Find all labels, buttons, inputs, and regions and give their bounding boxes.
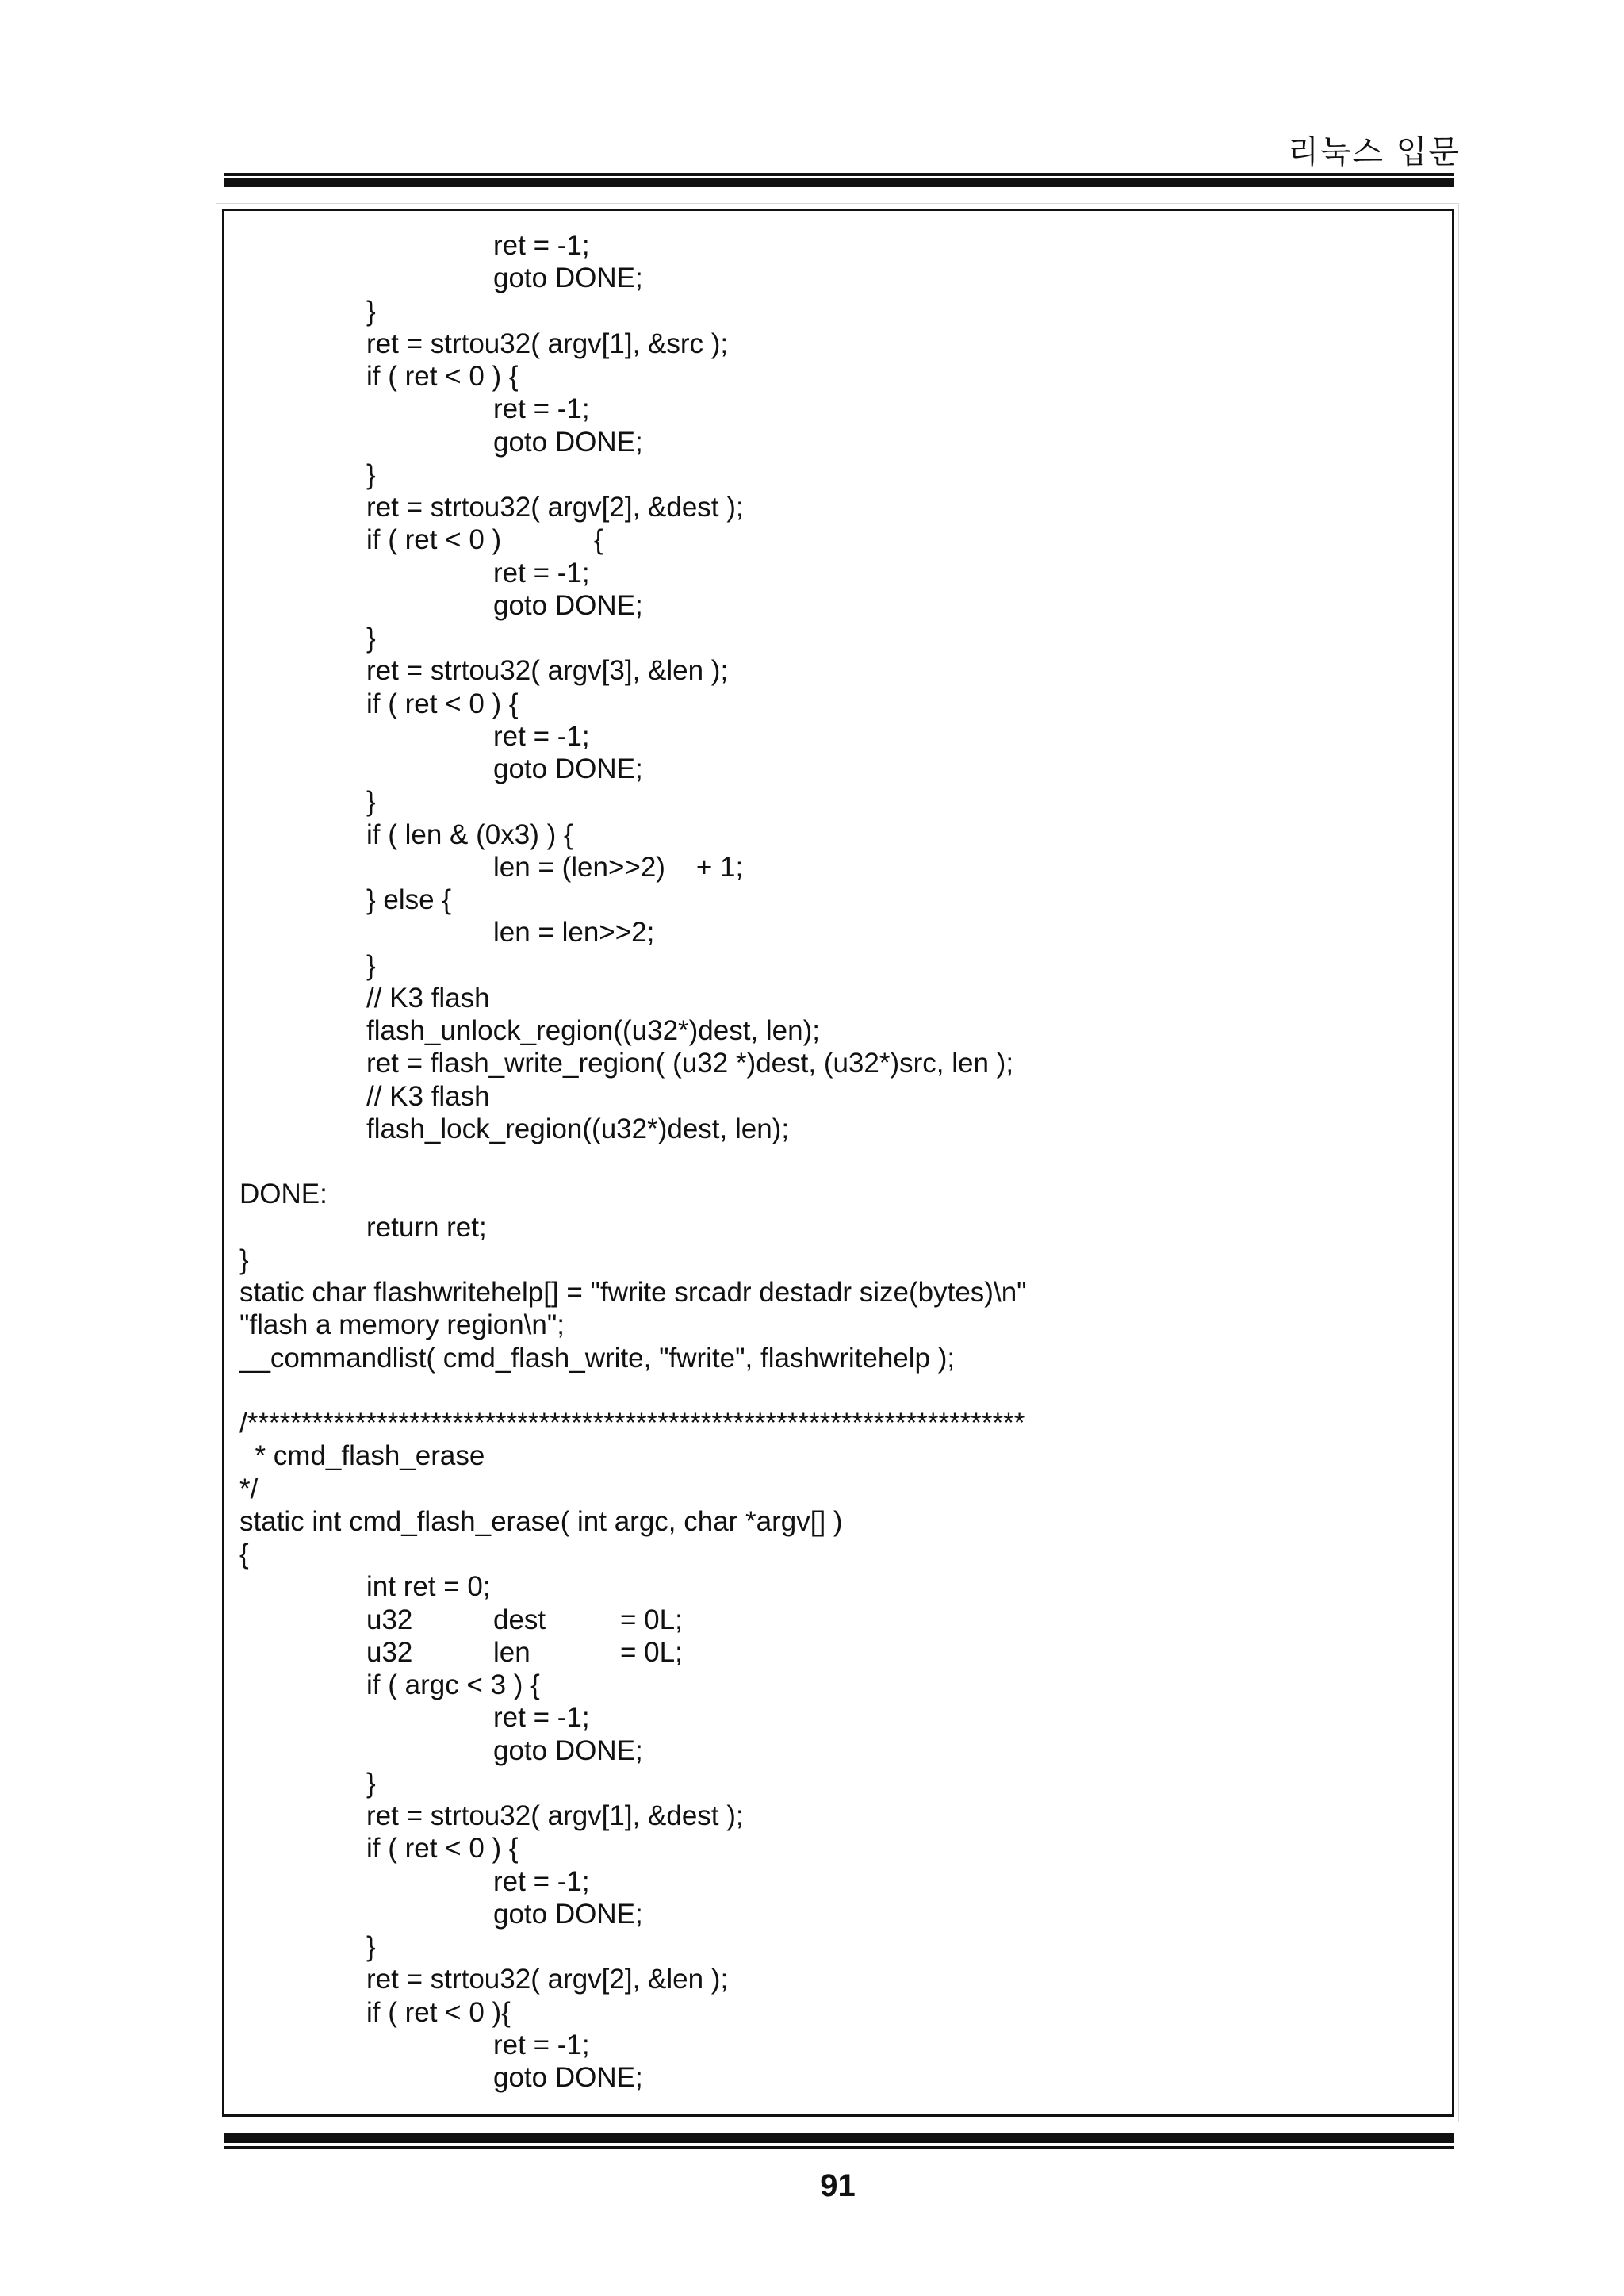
code-line: ret = -1; [493,1865,590,1897]
code-line: if ( ret < 0 ){ [366,1996,511,2028]
code-line: // K3 flash [366,982,490,1014]
code-line: if ( ret < 0 ) { [366,361,519,392]
code-line: * cmd_flash_erase [239,1440,485,1472]
code-line: ret = -1; [493,2029,590,2060]
code-line-col2: len [493,1636,530,1668]
code-line: } [239,1244,249,1275]
code-line: if ( len & (0x3) ) { [366,818,573,850]
code-line: } [366,1931,376,1962]
code-line: goto DONE; [493,589,643,621]
code-line: } [366,623,376,654]
code-line: ret = strtou32( argv[2], &dest ); [366,492,744,523]
code-line: flash_lock_region((u32*)dest, len); [366,1113,790,1144]
code-line: goto DONE; [493,753,643,784]
code-line: len = (len>>2) + 1; [493,851,744,883]
footer-rule-thin [224,2146,1454,2149]
code-line: */ [239,1473,259,1504]
code-line: goto DONE; [493,1898,643,1930]
code-line: static char flashwritehelp[] = "fwrite srcadr destadr size(bytes)\n" [239,1277,1027,1308]
code-line: "flash a memory region\n"; [239,1309,565,1341]
code-line: } else { [366,884,452,915]
code-line: goto DONE; [493,1734,643,1766]
header-title: 리눅스 입문 [1288,134,1461,171]
code-line: static int cmd_flash_erase( int argc, char *argv[] ) [239,1505,843,1537]
code-line: if ( ret < 0 ) { [366,688,519,719]
code-line: __commandlist( cmd_flash_write, "fwrite", flashwritehelp ); [239,1342,956,1374]
code-line: } [366,1767,376,1799]
code-line: ret = strtou32( argv[2], &len ); [366,1964,729,1995]
code-line: int ret = 0; [366,1571,491,1603]
code-line: ret = flash_write_region( (u32 *)dest, (u32*)src, len ); [366,1048,1014,1079]
code-line: if ( ret < 0 ) { [366,1833,519,1865]
code-line-col3: = 0L; [620,1636,683,1668]
code-line-col3: = 0L; [620,1604,683,1635]
code-line: goto DONE; [493,263,643,294]
code-line: /************************************************************************ [239,1408,1025,1439]
code-line-col2: dest [493,1604,546,1635]
code-line: ret = strtou32( argv[1], &src ); [366,328,729,359]
code-line: } [366,949,376,981]
header-rule-thin [224,173,1454,176]
header-rule-thick [224,178,1454,187]
code-line: goto DONE; [493,2062,643,2093]
code-line: ret = strtou32( argv[3], &len ); [366,655,729,687]
page-number: 91 [820,2168,856,2203]
code-line: ret = -1; [493,393,590,425]
code-line: u32 [366,1636,413,1668]
code-line: if ( ret < 0 ) { [366,524,603,556]
code-line: goto DONE; [493,426,643,458]
code-line: flash_unlock_region((u32*)dest, len); [366,1015,820,1046]
code-line: return ret; [366,1211,487,1243]
code-line: ret = -1; [493,720,590,752]
footer-rule-thick [224,2133,1454,2143]
code-line: if ( argc < 3 ) { [366,1669,540,1700]
code-line: // K3 flash [366,1080,490,1112]
code-line: u32 [366,1604,413,1635]
code-line: { [239,1539,249,1570]
code-line: ret = -1; [493,557,590,588]
code-line: len = len>>2; [493,917,655,949]
code-line: } [366,786,376,818]
code-line: } [366,458,376,490]
code-line: } [366,295,376,327]
code-line: ret = -1; [493,1702,590,1734]
code-line: ret = strtou32( argv[1], &dest ); [366,1800,744,1831]
code-line: DONE: [239,1179,327,1210]
code-line: ret = -1; [493,230,590,261]
